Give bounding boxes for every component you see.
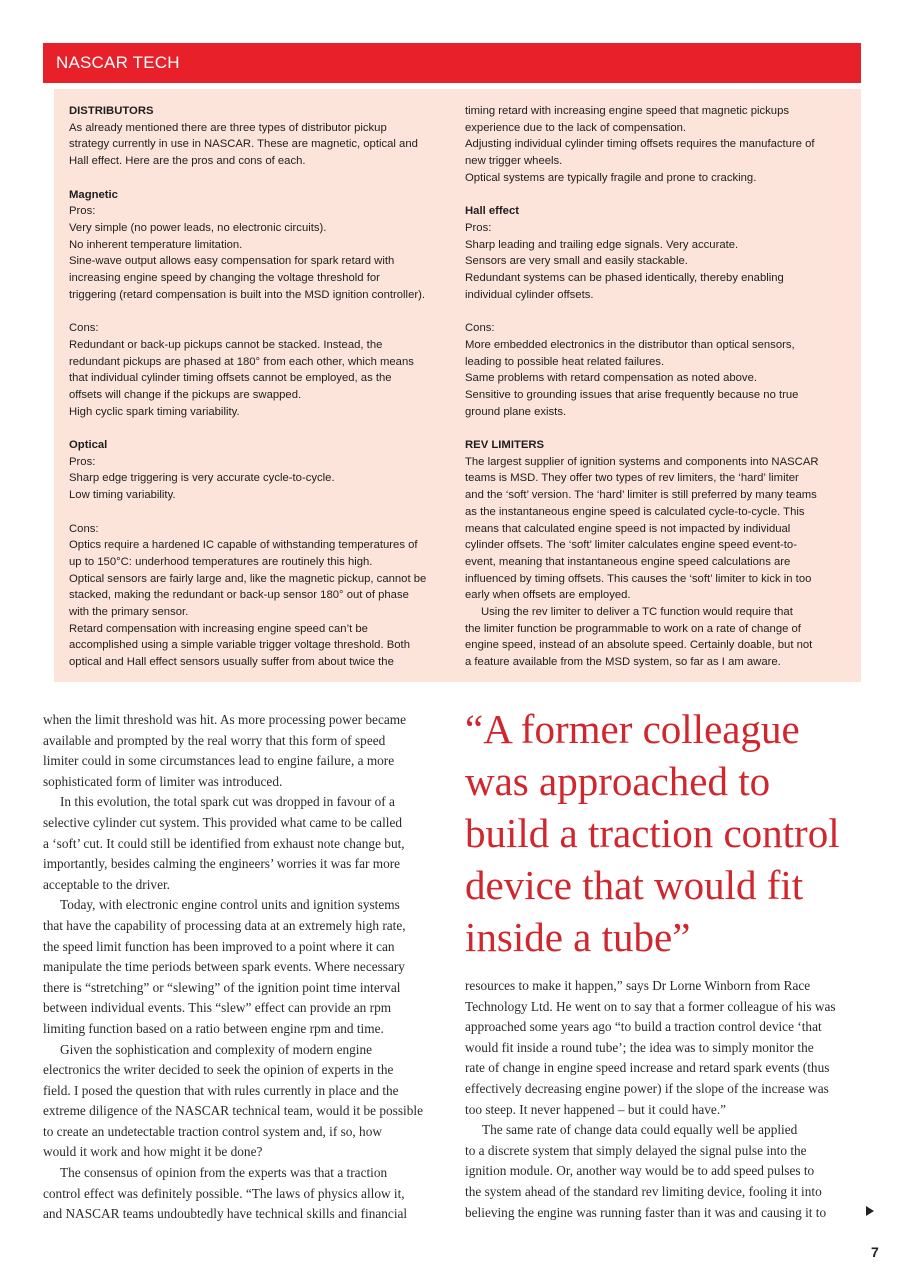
sidebar-text-line: Redundant or back-up pickups cannot be stacked. Instead, the — [69, 338, 383, 351]
body-text-line: the system ahead of the standard rev limiting device, fooling it into — [465, 1183, 822, 1199]
sidebar-text-line: leading to possible heat related failures. — [465, 355, 665, 368]
sidebar-text-line: that individual cylinder timing offsets cannot be employed, as the — [69, 372, 392, 385]
sidebar-text-line: the limiter function be programmable to work on a rate of change of — [465, 622, 801, 635]
sidebar-text-line: strategy currently in use in NASCAR. These are magnetic, optical and — [69, 138, 418, 151]
sidebar-text-line: Sharp leading and trailing edge signals. Very accurate. — [465, 238, 739, 251]
body-text-line: extreme diligence of the NASCAR technical team, would it be possible — [43, 1103, 423, 1119]
sidebar-text-line: and the ‘soft’ version. The ‘hard’ limiter is still preferred by many teams — [465, 489, 817, 502]
sidebar-text-line: High cyclic spark timing variability. — [69, 405, 240, 418]
sidebar-text-line: triggering (retard compensation is built into the MSD ignition controller). — [69, 288, 426, 301]
body-text-line: believing the engine was running faster than it was and causing it to — [465, 1204, 827, 1220]
sidebar-text-line: teams is MSD. They offer two types of rev limiters, the ‘hard’ limiter — [465, 472, 799, 485]
body-text-line: and NASCAR teams undoubtedly have technical skills and financial — [43, 1206, 408, 1222]
body-text-line: would fit inside a round tube’; the idea was to simply monitor the — [465, 1039, 814, 1055]
sidebar-text-line: influenced by timing offsets. This causes the ‘soft’ limiter to kick in too — [465, 572, 812, 585]
sidebar-text-line: increasing engine speed by changing the voltage threshold for — [69, 272, 380, 285]
body-text-line: to a discrete system that simply delayed the signal pulse into the — [465, 1142, 807, 1158]
sidebar-text-line: engine speed, instead of an absolute speed. Certainly doable, but not — [465, 639, 813, 652]
body-text-line: acceptable to the driver. — [43, 876, 170, 892]
pull-quote — [465, 703, 865, 963]
page-number: 7 — [871, 1244, 879, 1260]
body-text-line: to create an undetectable traction control system and, if so, how — [43, 1123, 382, 1139]
body-text-line: there is “stretching” or “slewing” of the ignition point time interval — [43, 979, 401, 995]
sidebar-text-line: Using the rev limiter to deliver a TC function would require that — [481, 606, 793, 619]
body-text-line: manipulate the time periods between spark events. Where necessary — [43, 959, 405, 975]
body-text-line: sophisticated form of limiter was introduced. — [43, 773, 283, 789]
sidebar-heading-magnetic: Magnetic — [69, 188, 118, 201]
body-text-line: would it work and how might it be done? — [43, 1144, 263, 1160]
body-text-line: available and prompted by the real worry that this form of speed — [43, 732, 386, 748]
body-text-line: The same rate of change data could equally well be applied — [482, 1122, 798, 1138]
article-body-left-column — [43, 710, 443, 1225]
sidebar-heading-rev-limiters: REV LIMITERS — [465, 439, 545, 452]
body-text-line: when the limit threshold was hit. As more processing power became — [43, 712, 406, 727]
body-text-line: limiter could in some circumstances lead to engine failure, a more — [43, 753, 395, 769]
body-text-line: The consensus of opinion from the experts was that a traction — [60, 1165, 388, 1181]
sidebar-text-line: as the instantaneous engine speed is calculated cycle-to-cycle. This — [465, 505, 805, 518]
body-text-line: a ‘soft’ cut. It could still be identified from exhaust note change but, — [43, 835, 405, 851]
sidebar-text-line: up to 150°C: underhood temperatures are routinely this high. — [69, 555, 373, 568]
sidebar-text-line: Low timing variability. — [69, 489, 176, 502]
sidebar-text-line: early when offsets are employed. — [465, 589, 631, 602]
sidebar-text-line: As already mentioned there are three types of distributor pickup — [69, 121, 387, 134]
sidebar-heading-distributors: DISTRIBUTORS — [69, 105, 154, 117]
sidebar-text-line: stacked, making the redundant or back-up sensor 180° out of phase — [69, 589, 409, 602]
pull-quote-line: inside a tube” — [465, 914, 691, 960]
body-text-line: limiting function based on a ratio between engine rpm and time. — [43, 1020, 384, 1036]
sidebar-text-line: Optical systems are typically fragile and prone to cracking. — [465, 171, 757, 184]
sidebar-text-line: a feature available from the MSD system, so far as I am aware. — [465, 656, 781, 669]
sidebar-text-line: timing retard with increasing engine speed that magnetic pickups — [465, 105, 790, 117]
sidebar-heading-optical: Optical — [69, 439, 108, 452]
body-text-line: too steep. It never happened – but it could have.” — [465, 1101, 727, 1117]
body-text-line: selective cylinder cut system. This provided what came to be called — [43, 814, 403, 830]
sidebar-text-line: Sensors are very small and easily stackable. — [465, 255, 688, 268]
sidebar-text-line: The largest supplier of ignition systems and components into NASCAR — [465, 455, 819, 468]
body-text-line: rate of change in engine speed increase and retard spark events (thus — [465, 1060, 830, 1076]
tech-sidebar-box — [54, 89, 861, 682]
sidebar-text-line: means that calculated engine speed is not impacted by individual — [465, 522, 791, 535]
sidebar-text-line: Sharp edge triggering is very accurate cycle-to-cycle. — [69, 472, 335, 485]
body-text-line: between individual events. This “slew” effect can provide an rpm — [43, 1000, 392, 1016]
body-text-line: In this evolution, the total spark cut was dropped in favour of a — [60, 794, 395, 810]
sidebar-text-line: ground plane exists. — [465, 405, 567, 418]
body-text-line: control effect was definitely possible. “The laws of physics allow it, — [43, 1185, 405, 1201]
sidebar-text-line: No inherent temperature limitation. — [69, 238, 243, 251]
body-text-line: Given the sophistication and complexity of modern engine — [60, 1041, 373, 1057]
sidebar-text-line: offsets will change if the pickups are swapped. — [69, 388, 302, 401]
sidebar-text-line: accomplished using a simple variable trigger voltage threshold. Both — [69, 639, 410, 652]
body-text-line: field. I posed the question that with rules currently in place and the — [43, 1082, 399, 1098]
sidebar-text-line: Sensitive to grounding issues that arise frequently because no true — [465, 388, 799, 401]
pull-quote-line: device that would fit — [465, 862, 804, 908]
pull-quote-line: build a traction control — [465, 810, 840, 856]
sidebar-text-line: experience due to the lack of compensation. — [465, 121, 687, 134]
sidebar-text-line: Retard compensation with increasing engine speed can’t be — [69, 622, 368, 635]
sidebar-text-line: More embedded electronics in the distributor than optical sensors, — [465, 338, 795, 351]
sidebar-right-column — [465, 103, 857, 671]
sidebar-text-line: Cons: — [69, 522, 99, 535]
sidebar-text-line: Sine-wave output allows easy compensation for spark retard with — [69, 255, 395, 268]
body-text-line: importantly, besides calming the engineers’ worries it was far more — [43, 856, 401, 872]
pull-quote-line: was approached to — [465, 758, 771, 804]
sidebar-text-line: Optics require a hardened IC capable of withstanding temperatures of — [69, 539, 418, 552]
body-text-line: approached some years ago “to build a traction control device ‘that — [465, 1019, 822, 1035]
sidebar-text-line: optical and Hall effect sensors usually suffer from about twice the — [69, 656, 394, 669]
body-text-line: ignition module. Or, another way would be to add speed pulses to — [465, 1163, 815, 1179]
sidebar-text-line: Very simple (no power leads, no electronic circuits). — [69, 221, 327, 234]
sidebar-text-line: Cons: — [465, 322, 495, 335]
sidebar-text-line: Pros: — [69, 205, 96, 218]
sidebar-left-column — [69, 103, 459, 671]
sidebar-text-line: Same problems with retard compensation as noted above. — [465, 372, 757, 385]
sidebar-text-line: cylinder offsets. The ‘soft’ limiter calculates engine speed event-to- — [465, 539, 797, 552]
sidebar-text-line: Hall effect. Here are the pros and cons of each. — [69, 155, 306, 168]
sidebar-text-line: Optical sensors are fairly large and, like the magnetic pickup, cannot be — [69, 572, 427, 585]
body-text-line: that have the capability of processing data at an extremely high rate, — [43, 917, 406, 933]
body-text-line: the speed limit function has been improved to a point where it can — [43, 938, 395, 954]
sidebar-text-line: Adjusting individual cylinder timing offsets requires the manufacture of — [465, 138, 815, 151]
body-text-line: resources to make it happen,” says Dr Lorne Winborn from Race — [465, 978, 811, 993]
sidebar-text-line: with the primary sensor. — [69, 606, 189, 619]
sidebar-text-line: new trigger wheels. — [465, 155, 563, 168]
section-title: NASCAR TECH — [56, 53, 180, 72]
pull-quote-line: “A former colleague — [465, 706, 800, 752]
body-text-line: electronics the writer decided to seek the opinion of experts in the — [43, 1062, 394, 1078]
sidebar-text-line: Cons: — [69, 322, 99, 335]
section-banner — [43, 43, 861, 83]
body-text-line: Today, with electronic engine control units and ignition systems — [60, 897, 400, 913]
sidebar-text-line: event, meaning that instantaneous engine speed calculations are — [465, 555, 791, 568]
continue-arrow-icon — [866, 1206, 874, 1216]
article-body-right-column — [465, 976, 865, 1223]
sidebar-text-line: Redundant systems can be phased identically, thereby enabling — [465, 272, 784, 285]
body-text-line: effectively decreasing engine power) if the slope of the increase was — [465, 1080, 829, 1096]
sidebar-heading-hall-effect: Hall effect — [465, 205, 519, 218]
body-text-line: Technology Ltd. He went on to say that a former colleague of his was — [465, 998, 836, 1014]
sidebar-text-line: redundant pickups are phased at 180° from each other, which means — [69, 355, 414, 368]
sidebar-text-line: Pros: — [465, 221, 492, 234]
sidebar-text-line: Pros: — [69, 455, 96, 468]
sidebar-text-line: individual cylinder offsets. — [465, 288, 594, 301]
